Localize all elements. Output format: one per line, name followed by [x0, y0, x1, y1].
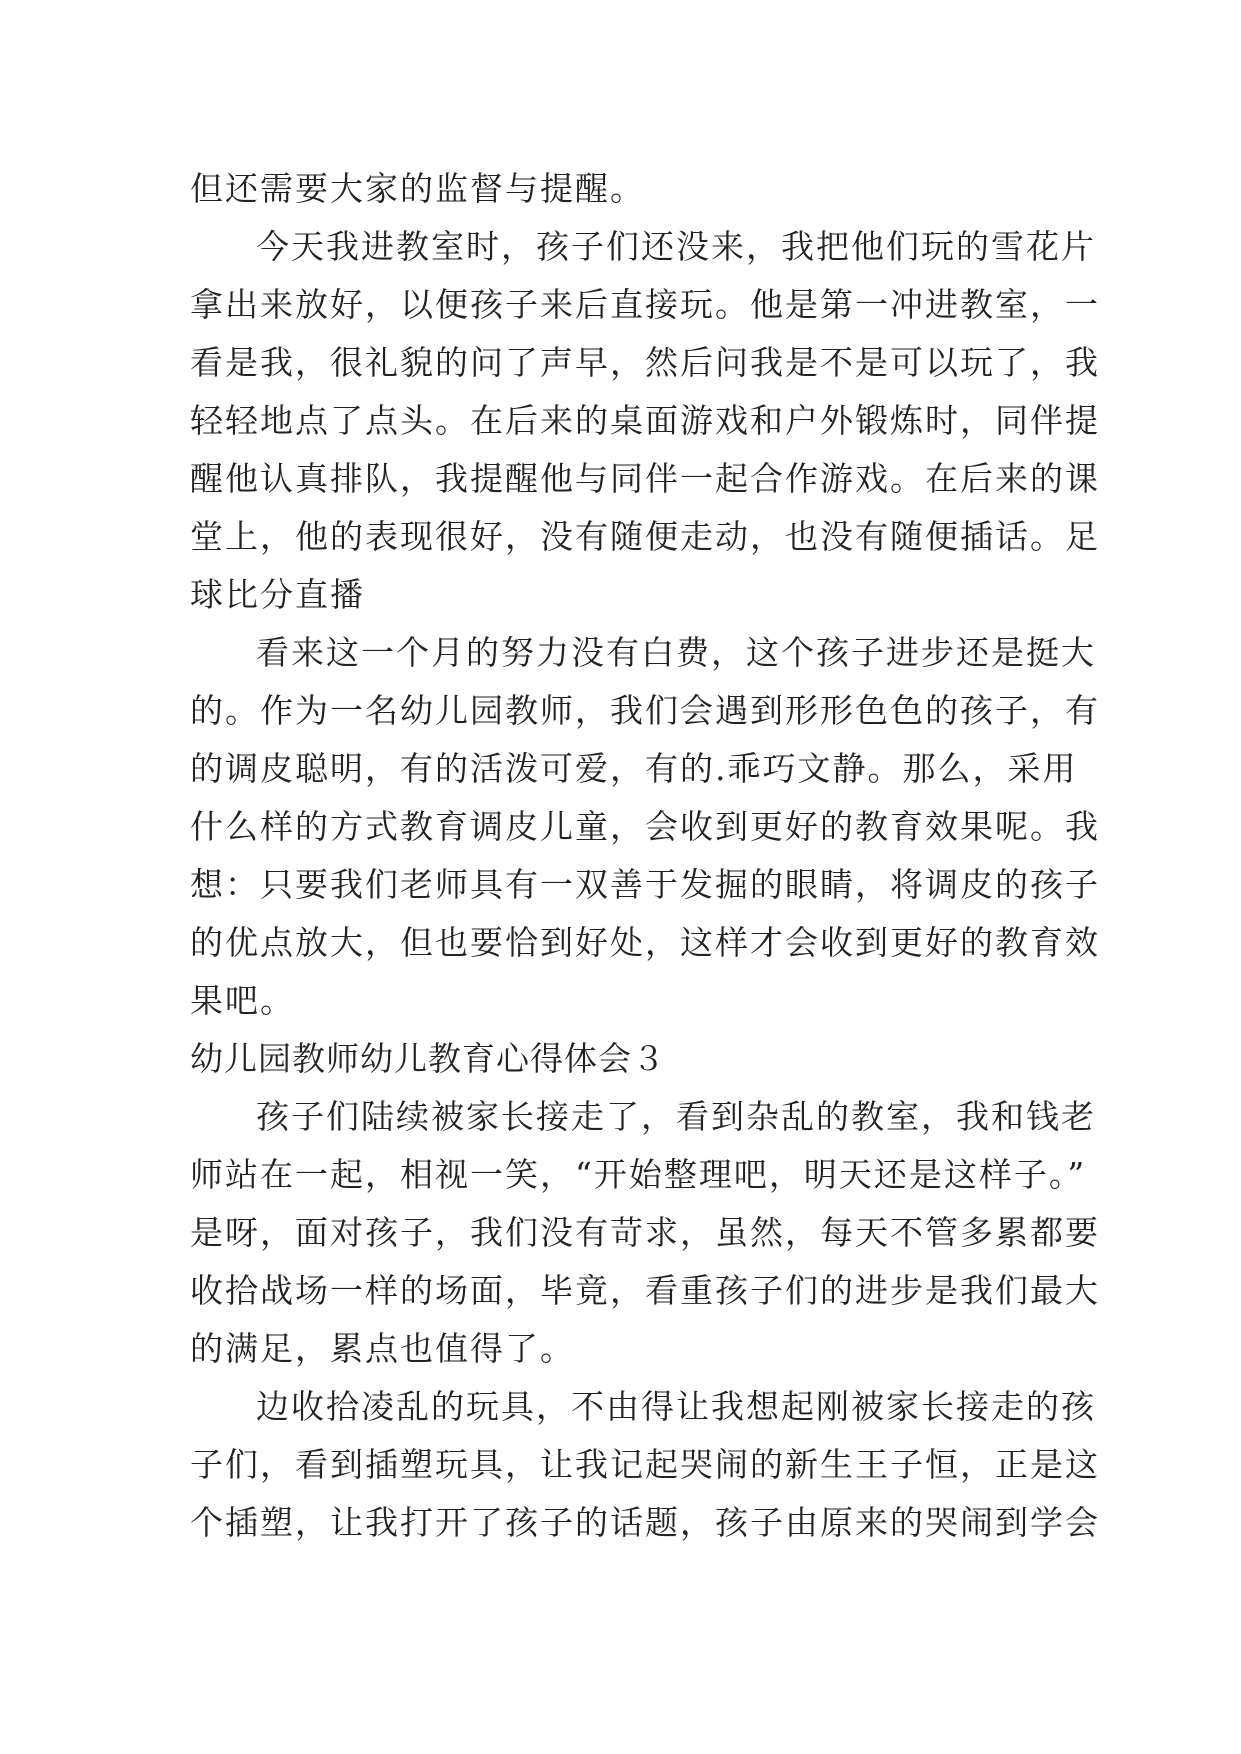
text-line: 收拾战场一样的场面，毕竟，看重孩子们的进步是我们最大: [190, 1271, 1100, 1310]
text-line: 是呀，面对孩子，我们没有苛求，虽然，每天不管多累都要: [190, 1213, 1100, 1252]
section-heading: 幼儿园教师幼儿教育心得体会３: [190, 1039, 666, 1078]
text-line: 的调皮聪明，有的活泼可爱，有的.乖巧文静。那么，采用: [190, 749, 1078, 788]
text-line: 子们，看到插塑玩具，让我记起哭闹的新生王子恒，正是这: [190, 1445, 1100, 1484]
text-line: 师站在一起，相视一笑，“开始整理吧，明天还是这样子。”: [190, 1155, 1087, 1194]
text-line: 拿出来放好，以便孩子来后直接玩。他是第一冲进教室，一: [190, 285, 1100, 324]
text-line: 的优点放大，但也要恰到好处，这样才会收到更好的教育效: [190, 923, 1100, 962]
document-body: [190, 160, 1100, 1552]
text-line: 球比分直播: [190, 575, 365, 614]
text-line: 今天我进教室时，孩子们还没来，我把他们玩的雪花片: [256, 227, 1096, 266]
text-line: 堂上，他的表现很好，没有随便走动，也没有随便插话。足: [190, 517, 1100, 556]
text-line: 轻轻地点了点头。在后来的桌面游戏和户外锻炼时，同伴提: [190, 401, 1100, 440]
text-line: 但还需要大家的监督与提醒。: [190, 169, 645, 208]
text-line: 的满足，累点也值得了。: [190, 1329, 575, 1368]
text-line: 看来这一个月的努力没有白费，这个孩子进步还是挺大: [256, 633, 1096, 672]
text-line: 什么样的方式教育调皮儿童，会收到更好的教育效果呢。我: [190, 807, 1100, 846]
text-line: 看是我，很礼貌的问了声早，然后问我是不是可以玩了，我: [190, 343, 1100, 382]
text-line: 的。作为一名幼儿园教师，我们会遇到形形色色的孩子，有: [190, 691, 1100, 730]
text-line: 想：只要我们老师具有一双善于发掘的眼睛，将调皮的孩子: [190, 865, 1100, 904]
text-line: 边收拾凌乱的玩具，不由得让我想起刚被家长接走的孩: [256, 1387, 1096, 1426]
text-line: 醒他认真排队，我提醒他与同伴一起合作游戏。在后来的课: [190, 459, 1100, 498]
text-line: 果吧。: [190, 981, 295, 1020]
text-line: 孩子们陆续被家长接走了，看到杂乱的教室，我和钱老: [256, 1097, 1096, 1136]
text-line: 个插塑，让我打开了孩子的话题，孩子由原来的哭闹到学会: [190, 1503, 1100, 1542]
